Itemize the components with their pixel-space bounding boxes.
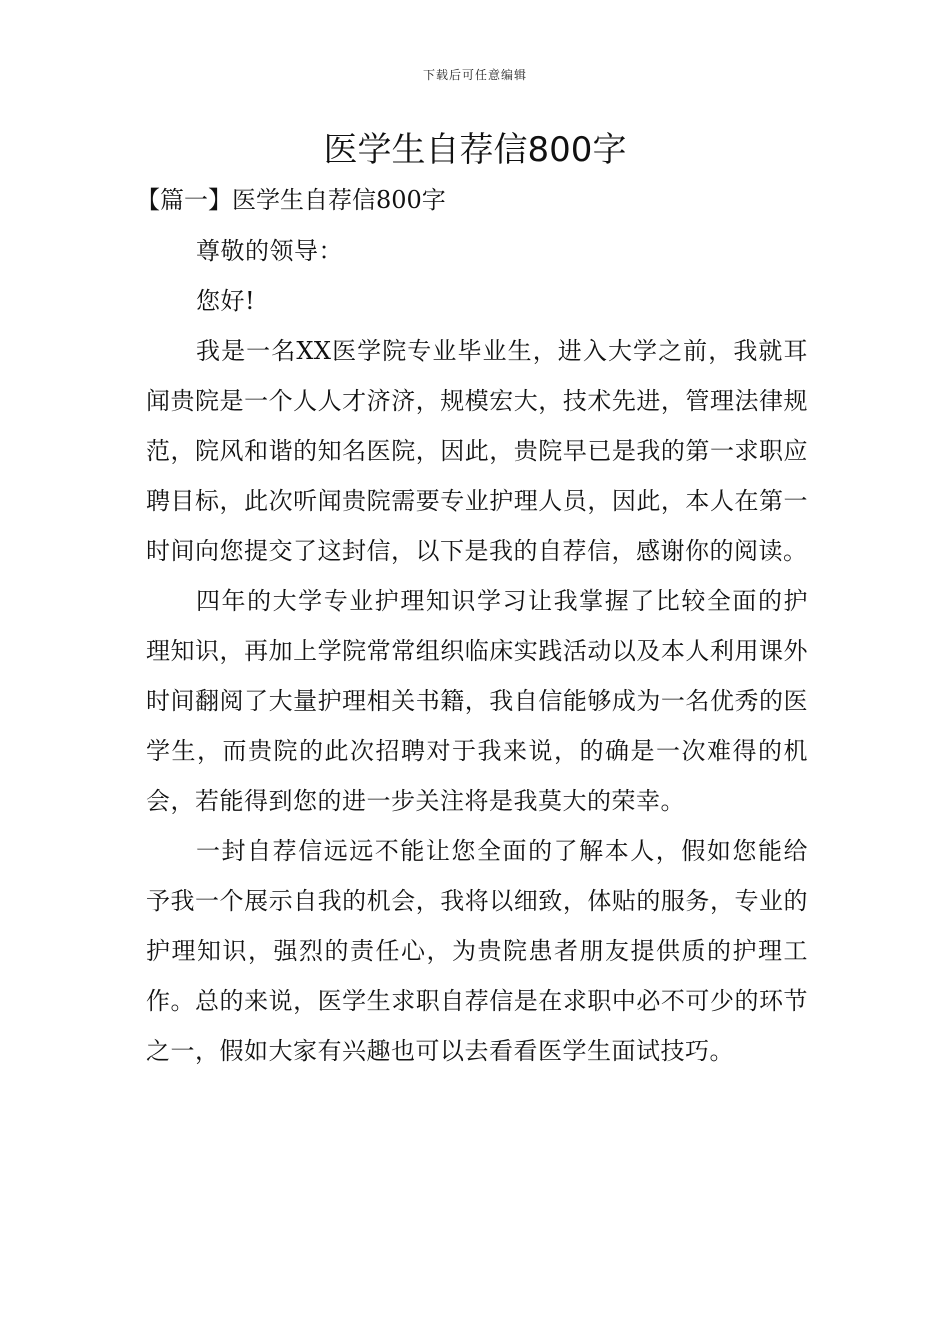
header-note: 下载后可任意编辑 <box>422 68 527 82</box>
letter-body <box>146 226 808 1076</box>
paragraph-intro: 我是一名XX医学院专业毕业生，进入大学之前，我就耳闻贵院是一个人人才济济，规模宏大，技术先进，管理法律规范，院风和谐的知名医院，因此，贵院早已是我的第一求职应聘目标，此次听闻贵院需要专业护理人员，因此，本人在第一时间向您提交了这封信，以下是我的自荐信，感谢你的阅读。 <box>146 337 808 565</box>
section-heading: 【篇一】医学生自荐信800字 <box>136 186 446 214</box>
salutation: 尊敬的领导： <box>196 237 343 265</box>
paragraph-skills: 四年的大学专业护理知识学习让我掌握了比较全面的护理知识，再加上学院常常组织临床实践活动以及本人利用课外时间翻阅了大量护理相关书籍，我自信能够成为一名优秀的医学生，而贵院的此次招聘对于我来说，的确是一次难得的机会，若能得到您的进一步关注将是我莫大的荣幸。 <box>146 587 808 815</box>
paragraph-closing: 一封自荐信远远不能让您全面的了解本人，假如您能给予我一个展示自我的机会，我将以细致，体贴的服务，专业的护理知识，强烈的责任心，为贵院患者朋友提供质的护理工作。总的来说，医学生求职自荐信是在求职中必不可少的环节之一，假如大家有兴趣也可以去看看医学生面试技巧。 <box>146 837 808 1065</box>
greeting: 您好! <box>196 287 256 315</box>
page-title: 医学生自荐信800字 <box>323 130 627 170</box>
